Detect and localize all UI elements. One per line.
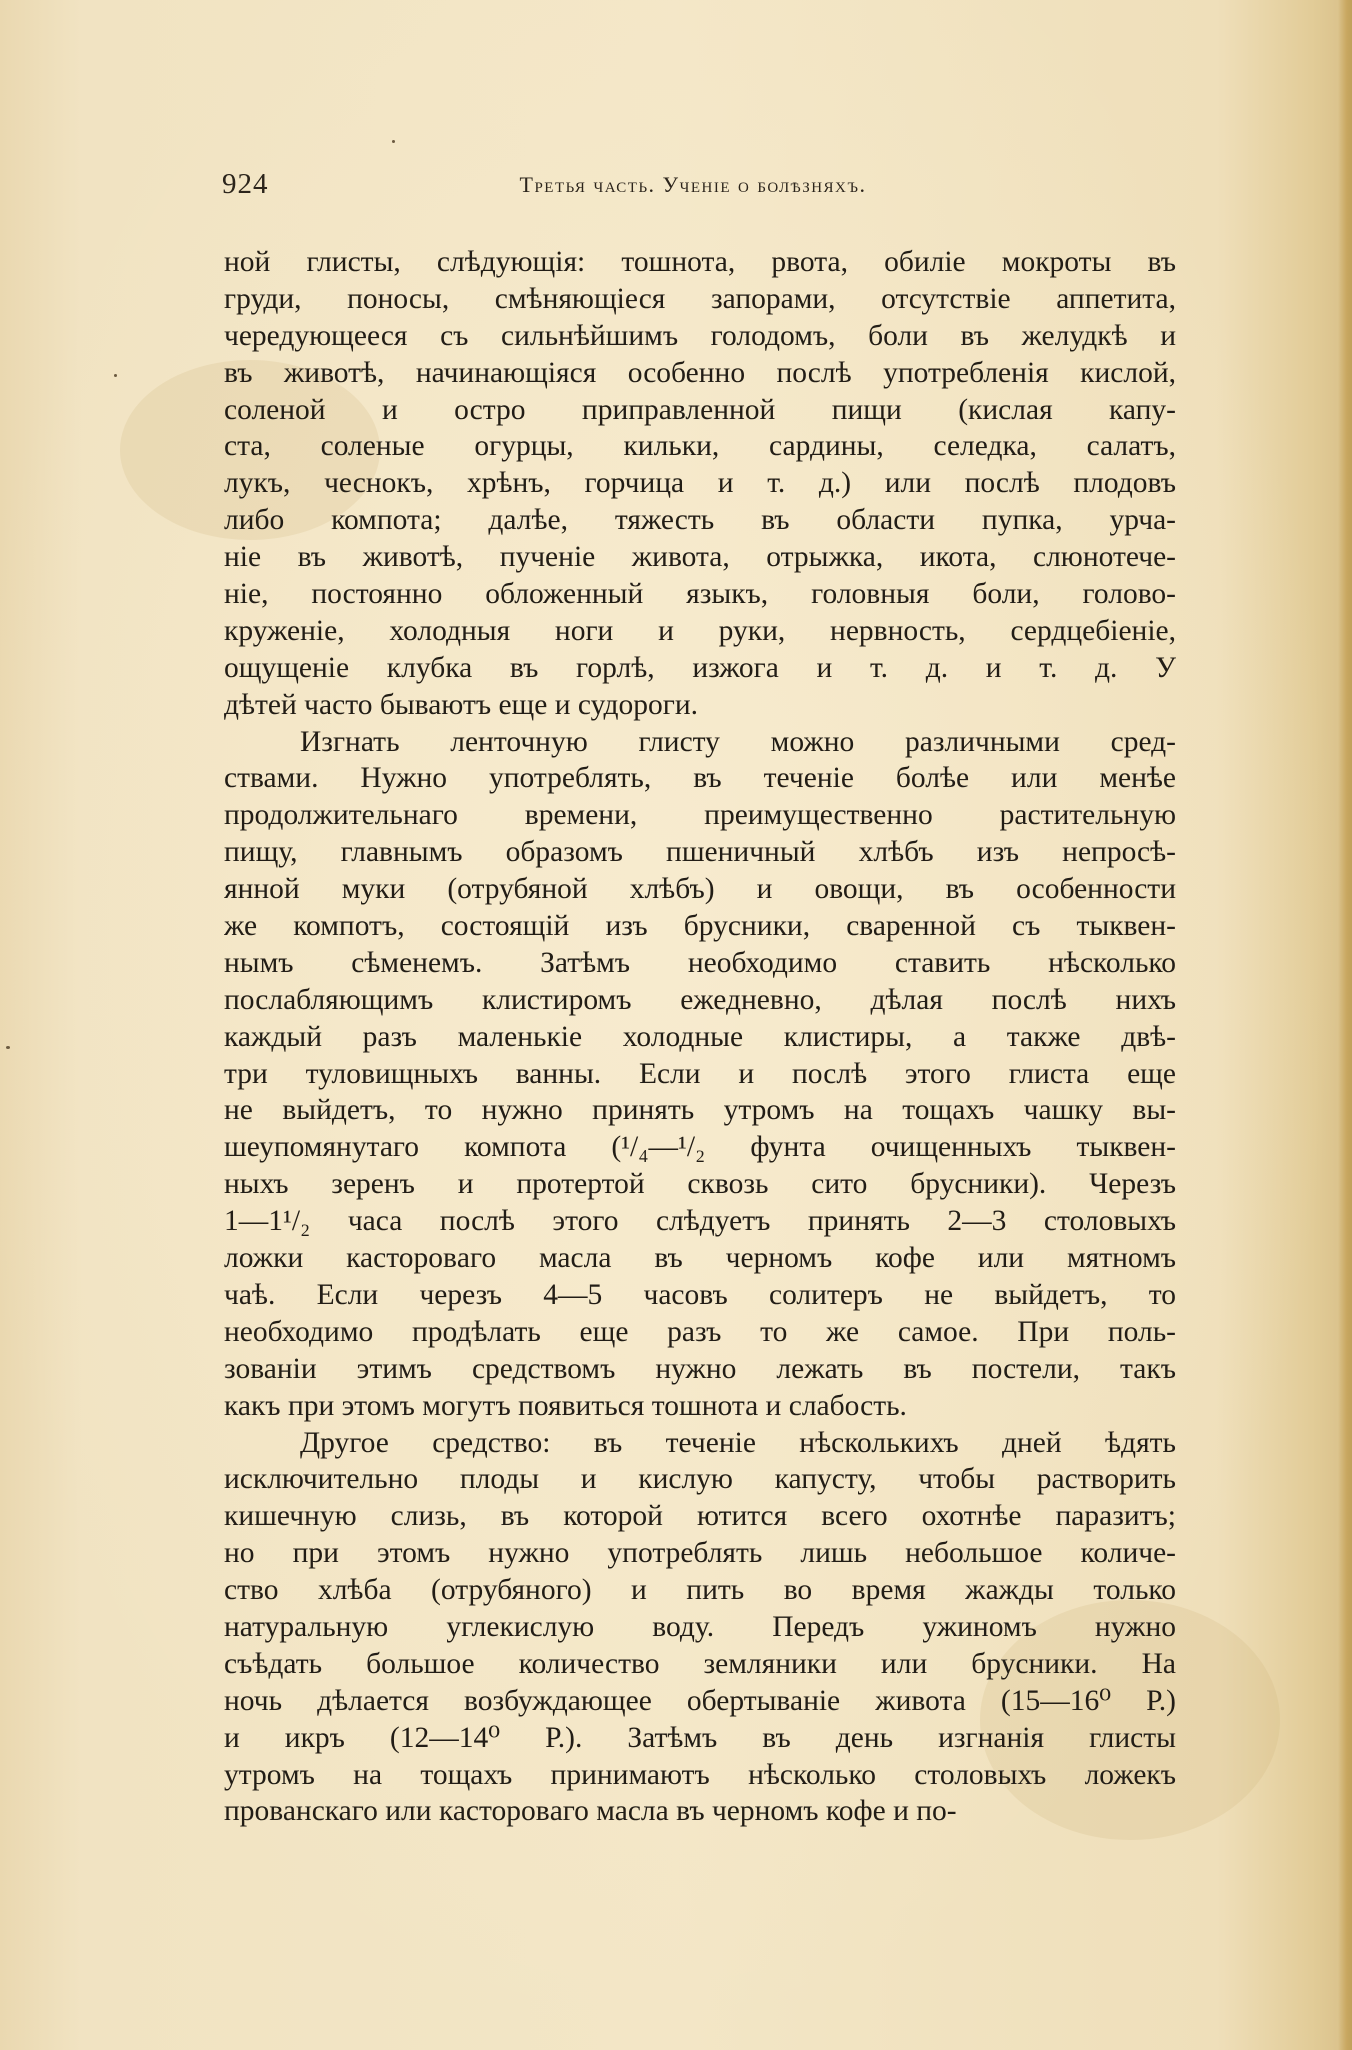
text-line: и икръ (12—14⁰ Р.). Затѣмъ въ день изгнанія глисты (224, 1721, 1176, 1754)
text-line: нымъ сѣменемъ. Затѣмъ необходимо ставить нѣсколько (224, 946, 1176, 979)
ink-speck (6, 1046, 10, 1049)
text-line: зованіи этимъ средствомъ нужно лежать въ постели, такъ (224, 1352, 1176, 1385)
text-line: шеупомянутаго компота (¹/₄—¹/₂ фунта очищенныхъ тыквен- (224, 1131, 1176, 1164)
text-line: ныхъ зеренъ и протертой сквозь сито брусники). Черезъ (224, 1168, 1176, 1201)
text-line: ніе въ животѣ, пученіе живота, отрыжка, икота, слюнотече- (224, 541, 1176, 574)
text-line: дѣтей часто бываютъ еще и судороги. (224, 688, 699, 721)
paragraph (224, 1425, 1176, 1831)
text-line: либо компота; далѣе, тяжесть въ области пупка, урча- (224, 504, 1176, 537)
text-line: съѣдать большое количество земляники или брусники. На (224, 1647, 1176, 1680)
text-line: прованскаго или касторовaго масла въ черномъ кофе и по- (224, 1795, 957, 1828)
text-line: же компотъ, состоящій изъ брусники, сваренной съ тыквен- (224, 910, 1176, 943)
text-line: необходимо продѣлать еще разъ то же самое. При поль- (224, 1315, 1176, 1348)
text-line: 1—1¹/₂ часа послѣ этого слѣдуетъ принять 2—3 столовыхъ (224, 1205, 1176, 1238)
text-line: кишечную слизь, въ которой ютится всего охотнѣе паразитъ; (224, 1500, 1176, 1533)
text-line: ложки касторовaго масла въ черномъ кофе или мятномъ (224, 1242, 1176, 1275)
paragraph (224, 244, 1176, 724)
page-number: 924 (222, 168, 269, 200)
text-line: груди, поносы, смѣняющіеся запорами, отсутствіе аппетита, (224, 282, 1176, 315)
text-line: Изгнать ленточную глисту можно различными сред- (300, 725, 1176, 758)
text-line: въ животѣ, начинающіяся особенно послѣ употребленія кислой, (224, 356, 1176, 389)
body-text (224, 244, 1176, 1830)
text-line: натуральную углекислую воду. Передъ ужиномъ нужно (224, 1610, 1176, 1643)
text-line: пищу, главнымъ образомъ пшеничный хлѣбъ изъ непросѣ- (224, 836, 1176, 869)
running-title: Третья часть. Ученіе о болѣзняхъ. (519, 172, 867, 197)
text-line: но при этомъ нужно употреблять лишь небольшое количе- (224, 1537, 1176, 1570)
text-line: каждый разъ маленькіе холодные клистиры, а также двѣ- (224, 1020, 1176, 1053)
text-line: чередующееся съ сильнѣйшимъ голодомъ, боли въ желудкѣ и (224, 319, 1176, 352)
ink-speck (114, 374, 117, 377)
text-line: не выйдетъ, то нужно принять утромъ на тощахъ чашку вы- (224, 1094, 1176, 1127)
text-line: исключительно плоды и кислую капусту, чтобы растворить (224, 1463, 1176, 1496)
text-line: лукъ, чеснокъ, хрѣнъ, горчица и т. д.) или послѣ плодовъ (224, 467, 1176, 500)
text-line: какъ при этомъ могутъ появиться тошнота и слабость. (224, 1389, 907, 1422)
text-line: продолжительнаго времени, преимущественно растительную (224, 799, 1176, 832)
text-line: три туловищныхъ ванны. Если и послѣ этого глиста еще (224, 1057, 1176, 1090)
text-line: соленой и остро приправленной пищи (кислая капу- (224, 393, 1176, 426)
text-line: чаѣ. Если черезъ 4—5 часовъ солитеръ не выйдетъ, то (224, 1278, 1176, 1311)
text-line: ствами. Нужно употреблять, въ теченіе болѣе или менѣе (224, 762, 1176, 795)
page-edge (1338, 0, 1352, 2050)
text-line: ощущеніе клубка въ горлѣ, изжога и т. д. и т. д. У (224, 651, 1176, 684)
ink-speck (392, 140, 395, 143)
text-line: утромъ на тощахъ принимаютъ нѣсколько столовыхъ ложекъ (224, 1758, 1176, 1791)
text-line: ной глисты, слѣдующія: тошнота, рвота, обиліе мокроты въ (224, 246, 1176, 278)
text-line: послабляющимъ клистиромъ ежедневно, дѣлая послѣ нихъ (224, 983, 1176, 1016)
text-line: Другое средство: въ теченіе нѣсколькихъ дней ѣдять (300, 1426, 1176, 1459)
text-line: янной муки (отрубяной хлѣбъ) и овощи, въ особенности (224, 873, 1176, 906)
text-line: ство хлѣба (отрубяного) и пить во время жажды только (224, 1574, 1176, 1607)
text-line: ста, соленые огурцы, кильки, сардины, селедка, салатъ, (224, 430, 1176, 463)
running-head (214, 168, 1172, 208)
paragraph (224, 724, 1176, 1425)
text-line: ніе, постоянно обложенный языкъ, головныя боли, голово- (224, 578, 1176, 611)
text-line: ночь дѣлается возбуждающее обертываніе живота (15—16⁰ Р.) (224, 1684, 1176, 1717)
text-line: круженіе, холодныя ноги и руки, нервность, сердцебіеніе, (224, 614, 1176, 647)
